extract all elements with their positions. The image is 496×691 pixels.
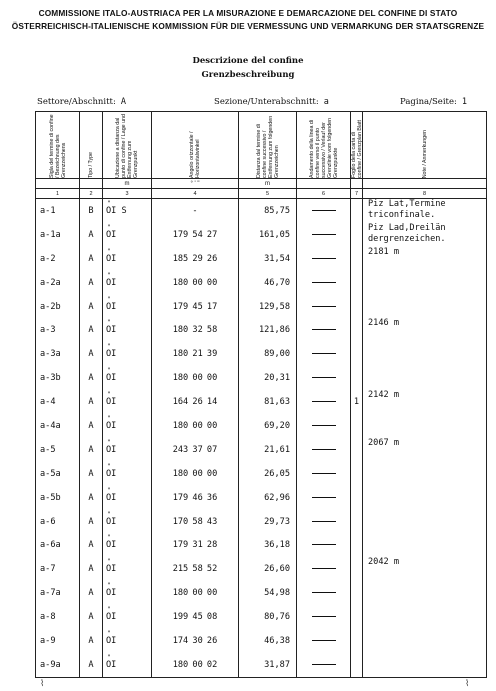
distance-value: 121,86 <box>239 318 297 342</box>
note-cell <box>363 533 487 557</box>
col-header-7: Foglio della carta di confine / Grenzplan Blatt <box>351 112 363 179</box>
header-line-de: ÖSTERREICHISCH-ITALIENISCHE KOMMISSION FÜR DIE VERMESSUNG UND VERMARKUNG DER STAATSGRENZE <box>11 21 485 31</box>
table-row <box>36 199 487 223</box>
ref-unit: m <box>103 179 152 189</box>
note-cell <box>363 438 487 462</box>
marker-type: A <box>80 342 103 366</box>
distance-value: 69,20 <box>239 414 297 438</box>
angle-value: 174 30 26 <box>152 629 239 653</box>
table-row <box>36 462 487 486</box>
marker-type: A <box>80 605 103 629</box>
note-text: Piz Lad,Dreilän <box>368 222 446 233</box>
line-course <box>297 629 351 653</box>
line-course <box>297 414 351 438</box>
distance-value: 81,63 <box>239 390 297 414</box>
marker-ref: " OI <box>103 271 152 295</box>
marker-id: a-5b <box>36 486 80 510</box>
col-num-4: 4 <box>152 189 239 199</box>
table-row <box>36 366 487 390</box>
marker-id: a-3 <box>36 318 80 342</box>
line-course <box>297 247 351 271</box>
note-cell <box>363 247 487 271</box>
angle-value: 179 45 17 <box>152 295 239 319</box>
note-text: dergrenzeichen. <box>368 233 446 244</box>
angle-value: 215 58 52 <box>152 557 239 581</box>
line-course <box>297 486 351 510</box>
table-row <box>36 247 487 271</box>
marker-ref: " OI <box>103 486 152 510</box>
distance-value: 62,96 <box>239 486 297 510</box>
col-num-5: 5 <box>239 189 297 199</box>
table-row <box>36 271 487 295</box>
angle-value: 185 29 26 <box>152 247 239 271</box>
marker-ref: " OI <box>103 462 152 486</box>
marker-type: A <box>80 247 103 271</box>
line-course <box>297 390 351 414</box>
sheet-cell <box>351 510 363 534</box>
note-cell <box>363 271 487 295</box>
note-cell <box>363 199 487 223</box>
sheet-cell <box>351 271 363 295</box>
marker-ref: " OI <box>103 390 152 414</box>
line-course <box>297 223 351 247</box>
marker-type: A <box>80 653 103 677</box>
line-course <box>297 271 351 295</box>
distance-value: 85,75 <box>239 199 297 223</box>
marker-type: A <box>80 557 103 581</box>
note-text: 2067 m <box>368 437 400 448</box>
marker-type: A <box>80 223 103 247</box>
marker-type: A <box>80 486 103 510</box>
sheet-cell <box>351 533 363 557</box>
note-cell <box>363 366 487 390</box>
title-de: Grenzbeschreibung <box>201 70 295 80</box>
angle-value: - <box>152 199 239 223</box>
dist-unit: m <box>239 179 297 189</box>
angle-value: 180 00 00 <box>152 462 239 486</box>
marker-ref: " OI <box>103 533 152 557</box>
marker-ref: " OI <box>103 629 152 653</box>
note-cell <box>363 581 487 605</box>
marker-ref: " OI <box>103 557 152 581</box>
table-row <box>36 486 487 510</box>
marker-id: a-1 <box>36 199 80 223</box>
marker-type: A <box>80 510 103 534</box>
distance-value: 129,58 <box>239 295 297 319</box>
note-text: Piz Lat,Termine <box>368 199 446 209</box>
pagina-value: 1 <box>461 97 467 107</box>
note-cell <box>363 557 487 581</box>
marker-type: A <box>80 390 103 414</box>
marker-id: a-9 <box>36 629 80 653</box>
table-row <box>36 295 487 319</box>
angle-units: ° ' " <box>152 179 239 189</box>
marker-ref: " OI S <box>103 199 152 223</box>
line-course <box>297 533 351 557</box>
col-num-3: 3 <box>103 189 152 199</box>
table-body <box>36 199 487 678</box>
marker-type: A <box>80 629 103 653</box>
sheet-cell <box>351 414 363 438</box>
marker-id: a-2a <box>36 271 80 295</box>
distance-value: 20,31 <box>239 366 297 390</box>
corner-mark-right: ⌇ <box>465 679 470 689</box>
pagina-field <box>400 97 467 107</box>
angle-value: 179 46 36 <box>152 486 239 510</box>
table-row <box>36 342 487 366</box>
sheet-cell <box>351 581 363 605</box>
marker-id: a-4a <box>36 414 80 438</box>
sheet-cell <box>351 438 363 462</box>
marker-type: A <box>80 462 103 486</box>
marker-type: A <box>80 271 103 295</box>
distance-value: 29,73 <box>239 510 297 534</box>
marker-ref: " OI <box>103 247 152 271</box>
table-row <box>36 390 487 414</box>
sheet-cell <box>351 462 363 486</box>
line-course <box>297 557 351 581</box>
angle-value: 180 00 00 <box>152 581 239 605</box>
distance-value: 46,38 <box>239 629 297 653</box>
sheet-cell <box>351 629 363 653</box>
note-cell <box>363 342 487 366</box>
table-row <box>36 629 487 653</box>
note-cell <box>363 653 487 677</box>
title-it: Descrizione del confine <box>192 56 304 66</box>
angle-value: 180 00 00 <box>152 271 239 295</box>
line-course <box>297 295 351 319</box>
corner-mark-left: ⌇ <box>40 679 45 689</box>
distance-value: 26,60 <box>239 557 297 581</box>
settore-label: Settore/Abschnitt: <box>37 97 116 107</box>
sheet-cell <box>351 486 363 510</box>
line-course <box>297 199 351 223</box>
marker-ref: " OI <box>103 318 152 342</box>
note-cell <box>363 629 487 653</box>
distance-value: 54,98 <box>239 581 297 605</box>
note-text: triconfinale. <box>368 210 436 220</box>
sheet-cell <box>351 366 363 390</box>
line-course <box>297 605 351 629</box>
table-row <box>36 438 487 462</box>
note-cell <box>363 295 487 319</box>
sheet-number: 1 <box>353 397 360 408</box>
marker-id: a-2b <box>36 295 80 319</box>
marker-id: a-2 <box>36 247 80 271</box>
col-header-2: Tipo / Type <box>80 112 103 179</box>
marker-type: A <box>80 438 103 462</box>
line-course <box>297 653 351 677</box>
angle-value: 170 58 43 <box>152 510 239 534</box>
col-header-3: Ubicazione a distanza dal punto di confine / Lage und Entfernung zum Grenzpunkt <box>103 112 152 179</box>
col-header-5: Distanza dal termine di confine successivo / Entfernung zum folgenden Grenzzeichen <box>239 112 297 179</box>
unit-row <box>36 179 487 189</box>
angle-value: 180 21 39 <box>152 342 239 366</box>
pagina-label: Pagina/Seite: <box>400 97 457 107</box>
note-text: 2142 m <box>368 390 400 401</box>
col-num-6: 6 <box>297 189 351 199</box>
marker-ref: " OI <box>103 295 152 319</box>
marker-id: a-5a <box>36 462 80 486</box>
table-row <box>36 557 487 581</box>
marker-ref: " OI <box>103 223 152 247</box>
header-line-it: COMMISSIONE ITALO-AUSTRIACA PER LA MISURAZIONE E DEMARCAZIONE DEL CONFINE DI STATO <box>38 8 458 18</box>
col-num-1: 1 <box>36 189 80 199</box>
distance-value: 31,87 <box>239 653 297 677</box>
marker-id: a-5 <box>36 438 80 462</box>
marker-id: a-3a <box>36 342 80 366</box>
marker-ref: " OI <box>103 581 152 605</box>
sheet-cell <box>351 390 363 414</box>
table-row <box>36 605 487 629</box>
line-course <box>297 342 351 366</box>
settore-value: A <box>120 97 126 107</box>
marker-type: A <box>80 414 103 438</box>
table-row <box>36 510 487 534</box>
line-course <box>297 318 351 342</box>
note-cell <box>363 390 487 414</box>
marker-ref: " OI <box>103 414 152 438</box>
sheet-cell <box>351 318 363 342</box>
marker-ref: " OI <box>103 366 152 390</box>
sheet-cell <box>351 605 363 629</box>
angle-value: 180 00 00 <box>152 414 239 438</box>
angle-value: 164 26 14 <box>152 390 239 414</box>
col-header-8: Note / Anmerkungen <box>363 112 487 179</box>
line-course <box>297 462 351 486</box>
marker-id: a-3b <box>36 366 80 390</box>
line-course <box>297 581 351 605</box>
col-num-7: 7 <box>351 189 363 199</box>
col-header-6: Andamento della linea di confine verso il punto successivo / Verlauf der Grenzlinie vom folgenden Grenzpunkte <box>297 112 351 179</box>
sheet-cell <box>351 557 363 581</box>
line-course <box>297 366 351 390</box>
table-row <box>36 414 487 438</box>
note-cell <box>363 486 487 510</box>
note-cell <box>363 318 487 342</box>
angle-value: 243 37 07 <box>152 438 239 462</box>
table-row <box>36 653 487 677</box>
marker-type: A <box>80 581 103 605</box>
marker-id: a-6a <box>36 533 80 557</box>
marker-type: B <box>80 199 103 223</box>
note-cell <box>363 605 487 629</box>
marker-id: a-1a <box>36 223 80 247</box>
settore-field <box>37 97 126 107</box>
marker-type: A <box>80 366 103 390</box>
marker-id: a-6 <box>36 510 80 534</box>
angle-value: 180 00 00 <box>152 366 239 390</box>
note-text: 2181 m <box>368 246 400 257</box>
marker-id: a-4 <box>36 390 80 414</box>
col-header-4: Angolo orizzontale / Horizontalwinkel <box>152 112 239 179</box>
note-cell <box>363 414 487 438</box>
distance-value: 46,70 <box>239 271 297 295</box>
table-row <box>36 533 487 557</box>
marker-type: A <box>80 295 103 319</box>
note-text: 2042 m <box>368 557 400 568</box>
table-row <box>36 318 487 342</box>
marker-ref: " OI <box>103 605 152 629</box>
angle-value: 180 00 02 <box>152 653 239 677</box>
line-course <box>297 438 351 462</box>
note-text: 2146 m <box>368 318 400 329</box>
column-number-row <box>36 189 487 199</box>
sezione-field <box>214 97 329 107</box>
sheet-cell <box>351 653 363 677</box>
marker-id: a-7 <box>36 557 80 581</box>
distance-value: 21,61 <box>239 438 297 462</box>
marker-id: a-7a <box>36 581 80 605</box>
distance-value: 80,76 <box>239 605 297 629</box>
distance-value: 36,18 <box>239 533 297 557</box>
col-num-8: 8 <box>363 189 487 199</box>
line-course <box>297 510 351 534</box>
marker-type: A <box>80 318 103 342</box>
sheet-cell <box>351 247 363 271</box>
note-cell <box>363 510 487 534</box>
marker-id: a-9a <box>36 653 80 677</box>
angle-value: 180 32 58 <box>152 318 239 342</box>
table-row <box>36 223 487 247</box>
note-cell <box>363 223 487 247</box>
marker-ref: " OI <box>103 510 152 534</box>
column-headers <box>36 112 487 179</box>
marker-type: A <box>80 533 103 557</box>
distance-value: 26,05 <box>239 462 297 486</box>
sheet-cell <box>351 295 363 319</box>
marker-ref: " OI <box>103 438 152 462</box>
marker-ref: " OI <box>103 342 152 366</box>
distance-value: 161,05 <box>239 223 297 247</box>
col-header-1: Sigla del termine di confine / Bezeichnung des Grenzzeichens <box>36 112 80 179</box>
marker-ref: " OI <box>103 653 152 677</box>
sezione-value: a <box>323 97 329 107</box>
sezione-label: Sezione/Unterabschnitt: <box>214 97 319 107</box>
note-cell <box>363 462 487 486</box>
boundary-table <box>35 111 487 678</box>
col-num-2: 2 <box>80 189 103 199</box>
angle-value: 199 45 08 <box>152 605 239 629</box>
sheet-cell <box>351 342 363 366</box>
sheet-cell <box>351 199 363 223</box>
marker-id: a-8 <box>36 605 80 629</box>
angle-value: 179 31 28 <box>152 533 239 557</box>
angle-value: 179 54 27 <box>152 223 239 247</box>
distance-value: 31,54 <box>239 247 297 271</box>
table-row <box>36 581 487 605</box>
distance-value: 89,00 <box>239 342 297 366</box>
sheet-cell <box>351 223 363 247</box>
